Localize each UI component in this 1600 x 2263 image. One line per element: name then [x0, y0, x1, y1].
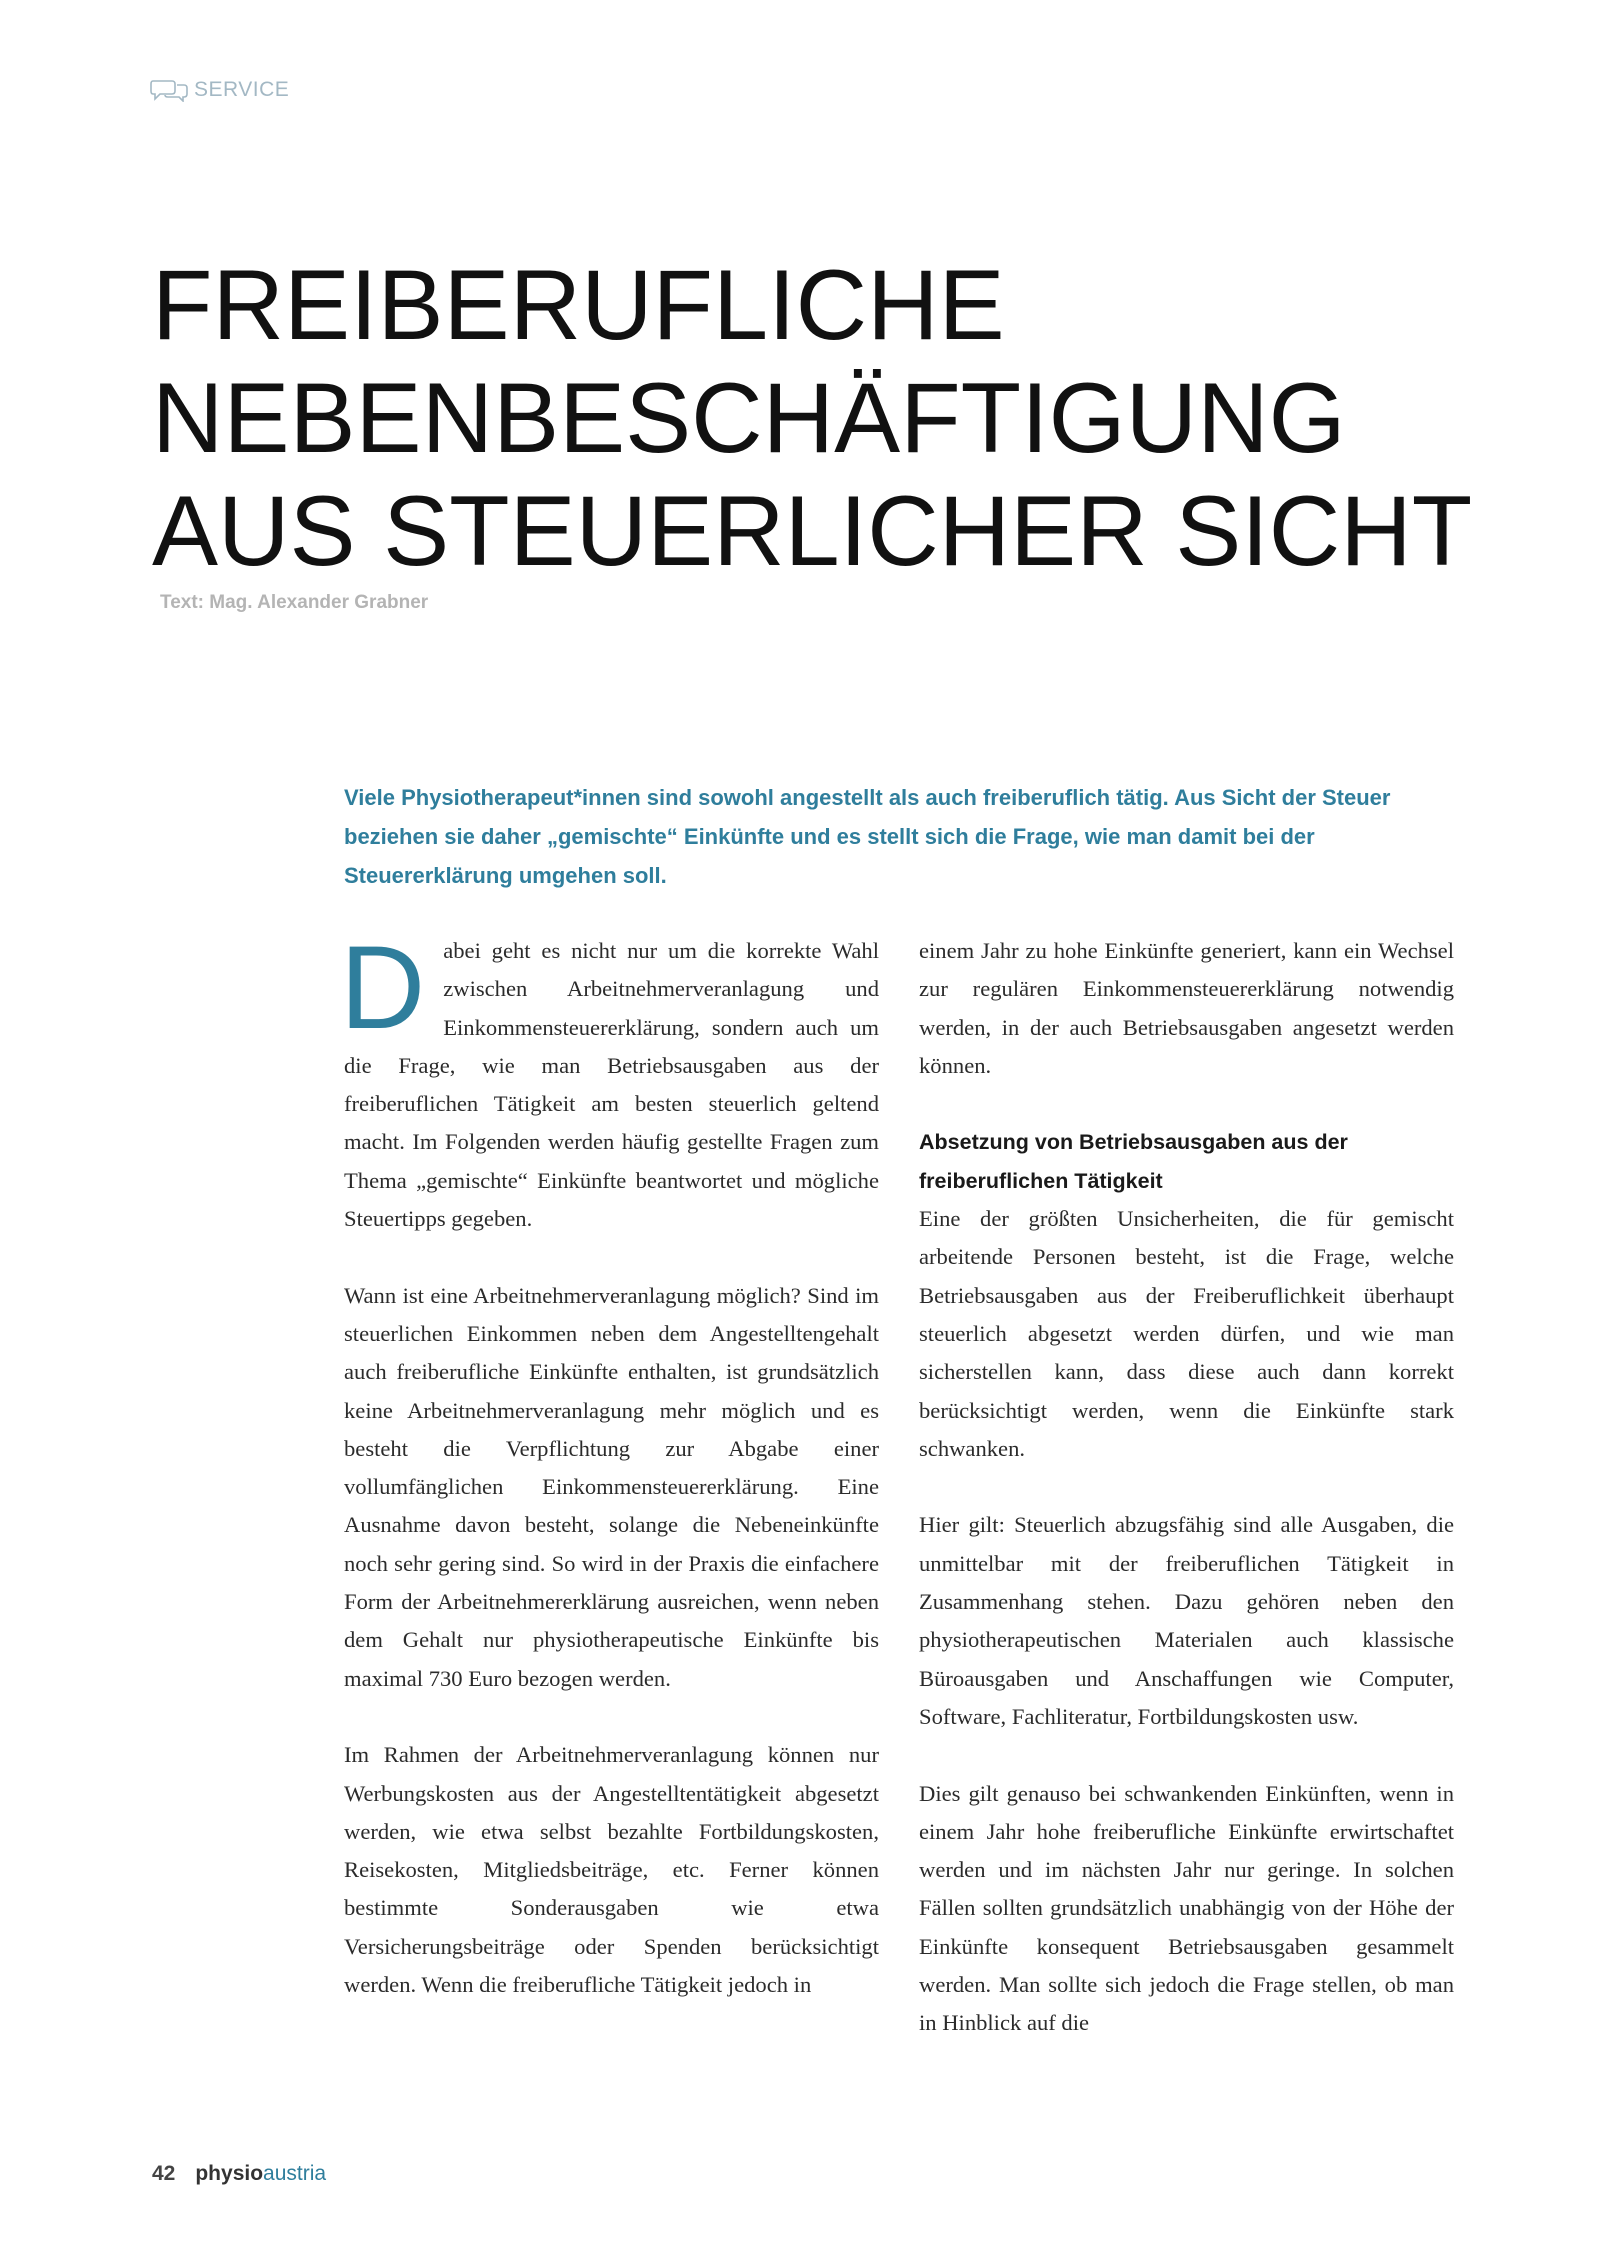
article-title	[152, 248, 1472, 587]
left-paragraph-1	[340, 922, 879, 1238]
left-paragraph-1-text: abei geht es nicht nur um die korrekte Wahl zwischen Arbeitnehmerveranlagung und Einkommensteuererklärung, sondern auch um die Frage, wie man Betriebsausgaben aus der freiberuflichen Tätigkeit am besten steuerlich geltend macht. Im Folgenden werden häufig gestellte Fragen zum Thema „gemischte“ Einkünfte beantwortet und mögliche Steuertipps gegeben.	[344, 938, 879, 1232]
title-line-3: AUS STEUERLICHER SICHT	[152, 475, 1473, 586]
subheading: Absetzung von Betriebsausgaben aus der freiberuflichen Tätigkeit	[919, 1130, 1348, 1193]
page-footer	[152, 2162, 326, 2186]
brand-bold: physio	[195, 2162, 264, 2185]
page-number: 42	[152, 2162, 176, 2185]
right-paragraph-4: Dies gilt genauso bei schwankenden Einkünften, wenn in einem Jahr hohe freiberufliche Einkünfte erwirtschaftet werden und im nächsten Jahr nur geringe. In solchen Fällen sollten grundsätzlich unabhängig von der Höhe der Einkünfte konsequent Betriebsausgaben gesammelt werden. Man sollte sich jedoch die Frage stellen, ob man in Hinblick auf die	[919, 1780, 1454, 2036]
section-tag	[150, 78, 289, 102]
title-line-2: NEBENBESCHÄFTIGUNG	[152, 362, 1346, 473]
left-paragraph-3: Im Rahmen der Arbeitnehmerveranlagung können nur Werbungskosten aus der Angestelltentätigkeit abgesetzt werden, wie etwa selbst bezahlte Fortbildungskosten, Reisekosten, Mitgliedsbeiträge, etc. Ferner können bestimmte Sonderausgaben wie etwa Versicherungsbeiträge oder Spenden berücksichtigt werden. Wenn die freiberufliche Tätigkeit jedoch in	[344, 1742, 879, 1998]
intro-paragraph: Viele Physiotherapeut*innen sind sowohl angestellt als auch freiberuflich tätig. Aus Sicht der Steuer beziehen sie daher „gemischte“ Einkünfte und es stellt sich die Frage, wie man damit bei der Steuererklärung umgehen soll.	[344, 785, 1391, 888]
column-left	[340, 922, 879, 2043]
right-paragraph-3: Hier gilt: Steuerlich abzugsfähig sind alle Ausgaben, die unmittelbar mit der freiberuflichen Tätigkeit in Zusammenhang stehen. Dazu gehören neben den physiotherapeutischen Materialen auch klassische Büroausgaben und Anschaffungen wie Computer, Software, Fachliteratur, Fortbildungskosten usw.	[919, 1512, 1454, 1729]
left-paragraph-2: Wann ist eine Arbeitnehmerveranlagung möglich? Sind im steuerlichen Einkommen neben dem Angestelltengehalt auch freiberufliche Einkünfte enthalten, ist grundsätzlich keine Arbeitnehmerveranlagung mehr möglich und es besteht die Verpflichtung zur Abgabe einer vollumfänglichen Einkommensteuererklärung. Eine Ausnahme davon besteht, solange die Nebeneinkünfte noch sehr gering sind. So wird in der Praxis die einfachere Form der Arbeitnehmererklärung ausreichen, wenn neben dem Gehalt nur physiotherapeutische Einkünfte bis maximal 730 Euro bezogen werden.	[344, 1282, 879, 1691]
brand-rest: austria	[263, 2162, 327, 2185]
byline: Text: Mag. Alexander Grabner	[160, 592, 429, 613]
right-paragraph-2: Eine der größten Unsicherheiten, die für gemischt arbeitende Personen besteht, ist die Frage, welche Betriebsausgaben aus der Freiberuflichkeit überhaupt steuerlich abgesetzt werden dürfen, und wie man sicherstellen kann, dass diese auch dann korrekt berücksichtigt werden, wenn die Einkünfte stark schwanken.	[919, 1206, 1454, 1461]
dropcap: D	[340, 922, 426, 1054]
title-line-1: FREIBERUFLICHE	[152, 249, 1005, 360]
speech-bubbles-icon	[150, 78, 188, 102]
right-paragraph-1: einem Jahr zu hohe Einkünfte generiert, kann ein Wechsel zur regulären Einkommensteuererklärung notwendig werden, in der auch Betriebsausgaben angesetzt werden können.	[919, 938, 1454, 1078]
section-label: SERVICE	[194, 78, 290, 101]
column-right	[919, 932, 1454, 2081]
